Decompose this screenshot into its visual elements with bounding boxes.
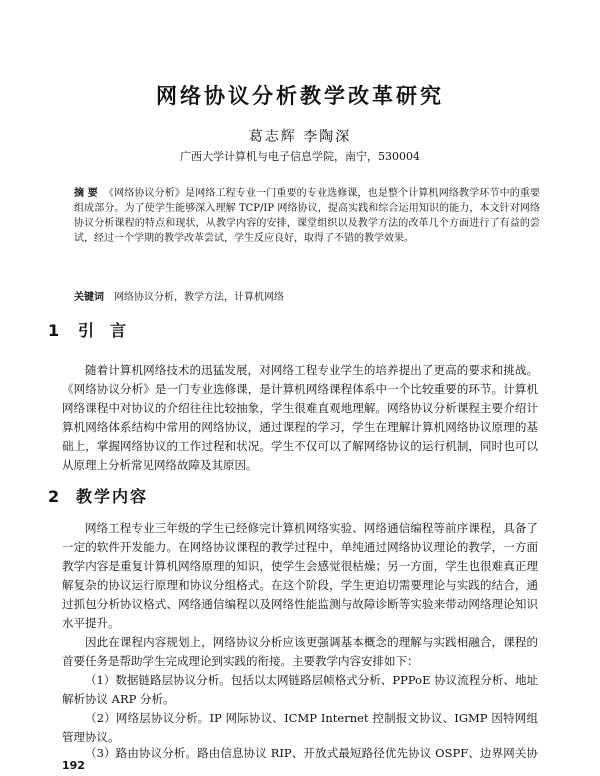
- page-number: 192: [62, 759, 85, 772]
- section-number: 1: [48, 321, 60, 340]
- section-title: 引言: [78, 321, 143, 340]
- section-title: 教学内容: [76, 487, 149, 506]
- abstract-label: 摘 要: [74, 188, 98, 199]
- author-names: 葛志辉 李陶深: [248, 129, 352, 145]
- teaching-content-paragraph: 网络工程专业三年级的学生已经修完计算机网络实验、网络通信编程等前序课程，具备了一定的软件开发能力。在网络协议课程的教学过程中，单纯通过网络协议理论的教学，一方面教学内容是重复计算机网络原理的知识，使学生会感觉很枯燥；另一方面，学生也很难真正理解复杂的协议运行原理和协议分组格式。在这个阶段，学生更迫切需要理论与实践的结合，通过抓包分析协议格式、网络通信编程以及网络性能监测与故障诊断等实验来带动网络理论知识水平提升。: [62, 521, 538, 630]
- section-number: 2: [48, 487, 60, 506]
- paper-title: 网络协议分析教学改革研究: [156, 84, 444, 108]
- content-item-datalink: （1）数据链路层协议分析。包括以太网链路层帧格式分析、PPPoE 协议流程分析、地址解析协议 ARP 分析。: [62, 673, 538, 706]
- course-planning-paragraph: 因此在课程内容规划上，网络协议分析应该更强调基本概念的理解与实践相融合，课程的首要任务是帮助学生完成理论到实践的衔接。主要教学内容安排如下：: [62, 635, 538, 668]
- introduction-paragraph: 随着计算机网络技术的迅猛发展，对网络工程专业学生的培养提出了更高的要求和挑战。《网络协议分析》是一门专业选修课，是计算机网络课程体系中一个比较重要的环节。计算机网络课程中对协议的介绍往往比较抽象，学生很难直观地理解。网络协议分析课程主要介绍计算机网络体系结构中常用的网络协议，通过课程的学习，学生在理解计算机网络协议原理的基础上，掌握网络协议的工作过程和状况。学生不仅可以了解网络协议的运行机制，同时也可以从原理上分析常见网络故障及其原因。: [62, 363, 538, 472]
- abstract-text: 《网络协议分析》是网络工程专业一门重要的专业选修课，也是整个计算机网络教学环节中的重要组成部分。为了使学生能够深入理解 TCP/IP 网络协议，提高实践和综合运用知识的能力，本文针对网络协议分析课程的特点和现状，从教学内容的安排，课堂组织以及教学方法的改革几个方面进行了有益的尝试，经过一个学期的教学改革尝试，学生反应良好，取得了不错的教学效果。: [74, 188, 541, 244]
- keywords: [74, 291, 540, 305]
- keywords-text: 网络协议分析，教学方法，计算机网络: [114, 292, 284, 303]
- keywords-label: 关键词: [74, 292, 104, 303]
- section-heading-teaching-content: [48, 484, 148, 507]
- section-heading-introduction: [48, 318, 142, 341]
- content-item-routing: （3）路由协议分析。路由信息协议 RIP、开放式最短路径优先协议 OSPF、边界网关协: [85, 746, 538, 760]
- abstract: [74, 186, 540, 246]
- author-affiliation: 广西大学计算机与电子信息学院，南宁，530004: [180, 150, 420, 163]
- content-item-network-layer: （2）网络层协议分析。IP 网际协议、ICMP Internet 控制报文协议、IGMP 因特网组管理协议。: [62, 711, 538, 744]
